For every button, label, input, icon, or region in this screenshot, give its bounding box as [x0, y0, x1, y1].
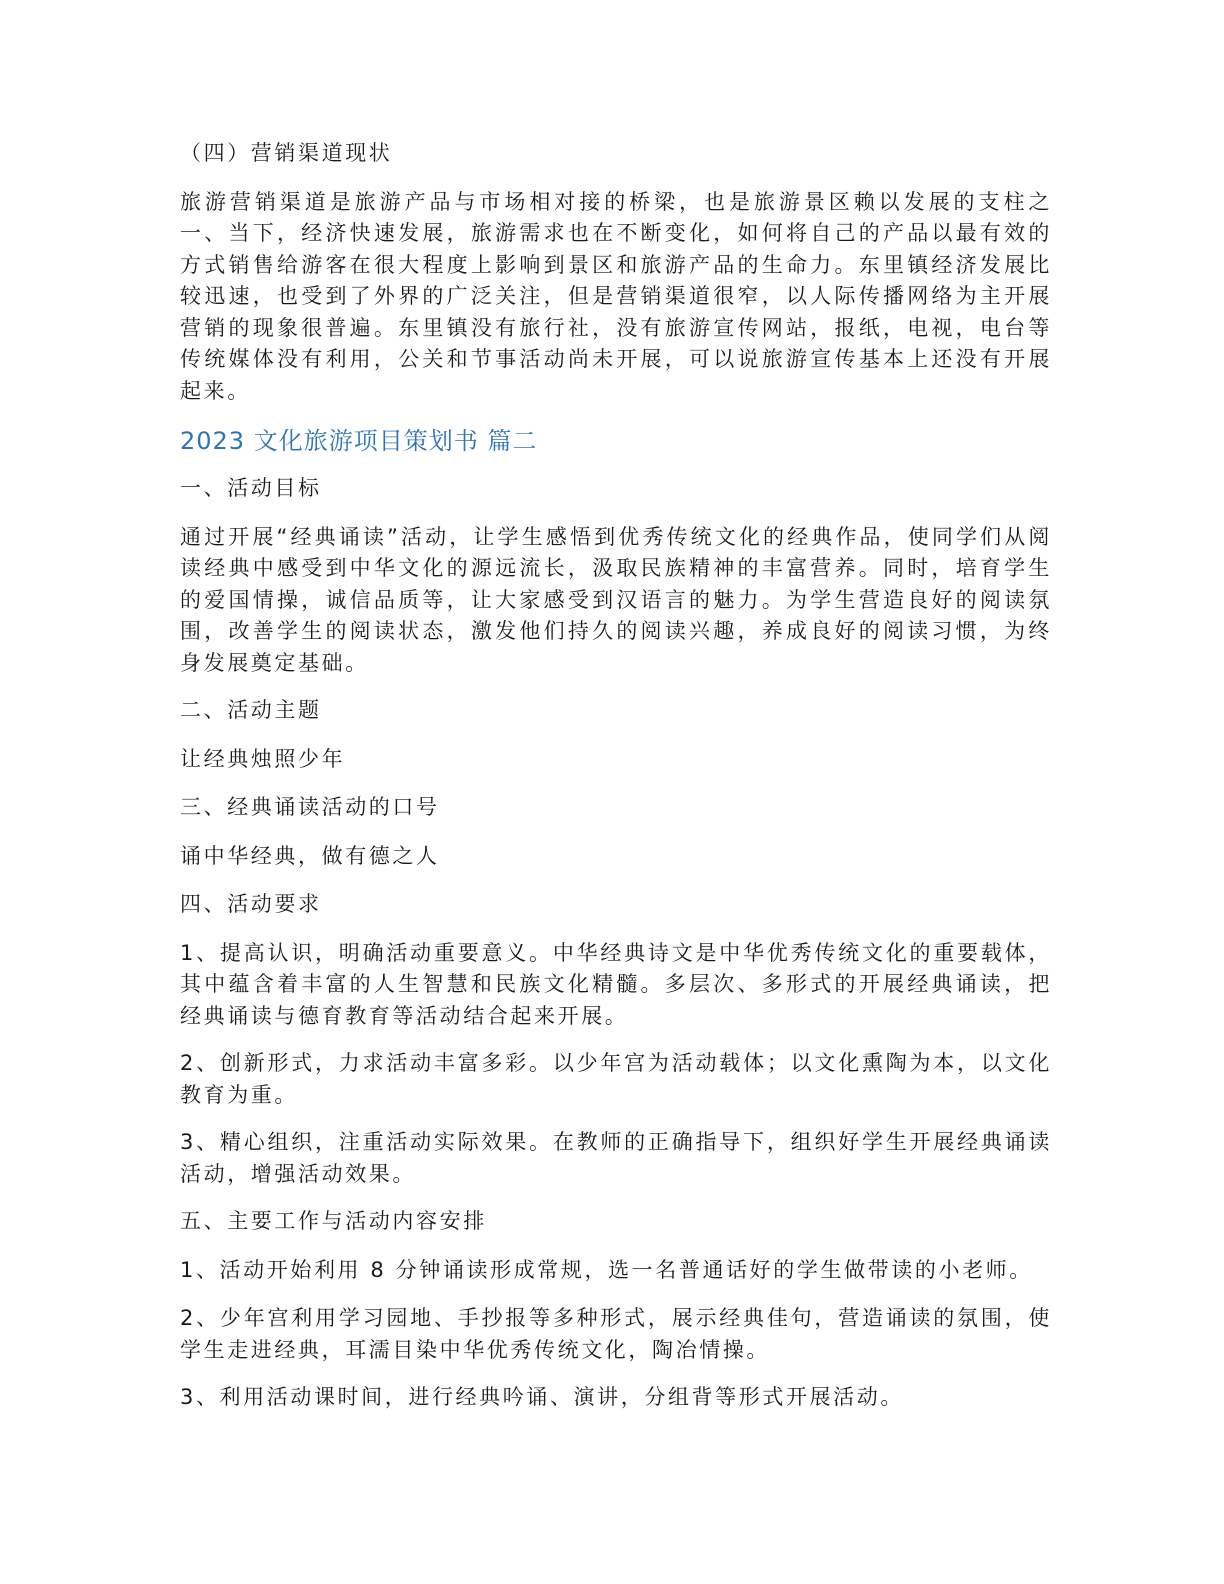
section-heading-activity-goal: 一、活动目标	[180, 476, 322, 500]
section-heading-requirements: 四、活动要求	[180, 892, 322, 916]
paragraph-activity-theme: 让经典烛照少年	[180, 746, 346, 771]
arrangement-item-2: 2、少年宫利用学习园地、手抄报等多种形式，展示经典佳句，营造诵读的氛围，使学生走进经典，耳濡目染中华优秀传统文化，陶冶情操。	[180, 1306, 1052, 1362]
section-heading-slogan: 三、经典诵读活动的口号	[180, 795, 440, 819]
document-page	[180, 138, 1052, 1431]
paragraph-activity-goal: 通过开展“经典诵读”活动，让学生感悟到优秀传统文化的经典作品，使同学们从阅读经典中感受到中华文化的源远流长，汲取民族精神的丰富营养。同时，培育学生的爱国情操，诚信品质等，让大家感受到汉语言的魅力。为学生营造良好的阅读氛围，改善学生的阅读状态，激发他们持久的阅读兴趣，养成良好的阅读习惯，为终身发展奠定基础。	[180, 524, 1052, 675]
arrangement-item-3: 3、利用活动课时间，进行经典吟诵、演讲，分组背等形式开展活动。	[180, 1385, 904, 1409]
section-heading-work-arrangement: 五、主要工作与活动内容安排	[180, 1209, 487, 1233]
section-heading-marketing-channels: （四）营销渠道现状	[180, 141, 393, 165]
arrangement-item-1: 1、活动开始利用 8 分钟诵读形成常规，选一名普通话好的学生做带读的小老师。	[180, 1257, 1033, 1282]
requirement-item-2: 2、创新形式，力求活动丰富多彩。以少年宫为活动载体；以文化熏陶为本，以文化教育为重。	[180, 1051, 1052, 1107]
paragraph-marketing-channels: 旅游营销渠道是旅游产品与市场相对接的桥梁，也是旅游景区赖以发展的支柱之一、当下，经济快速发展，旅游需求也在不断变化，如何将自己的产品以最有效的方式销售给游客在很大程度上影响到景区和旅游产品的生命力。东里镇经济发展比较迅速，也受到了外界的广泛关注，但是营销渠道很窄，以人际传播网络为主开展营销的现象很普遍。东里镇没有旅行社，没有旅游宣传网站，报纸，电视，电台等传统媒体没有利用，公关和节事活动尚未开展，可以说旅游宣传基本上还没有开展起来。	[180, 189, 1052, 403]
chapter-heading: 2023 文化旅游项目策划书 篇二	[180, 427, 538, 455]
requirement-item-1: 1、提高认识，明确活动重要意义。中华经典诗文是中华优秀传统文化的重要载体，其中蕴含着丰富的人生智慧和民族文化精髓。多层次、多形式的开展经典诵读，把经典诵读与德育教育等活动结合起来开展。	[180, 940, 1052, 1028]
section-heading-activity-theme: 二、活动主题	[180, 698, 322, 722]
requirement-item-3: 3、精心组织，注重活动实际效果。在教师的正确指导下，组织好学生开展经典诵读活动，增强活动效果。	[180, 1130, 1052, 1186]
paragraph-slogan: 诵中华经典，做有德之人	[180, 843, 440, 868]
